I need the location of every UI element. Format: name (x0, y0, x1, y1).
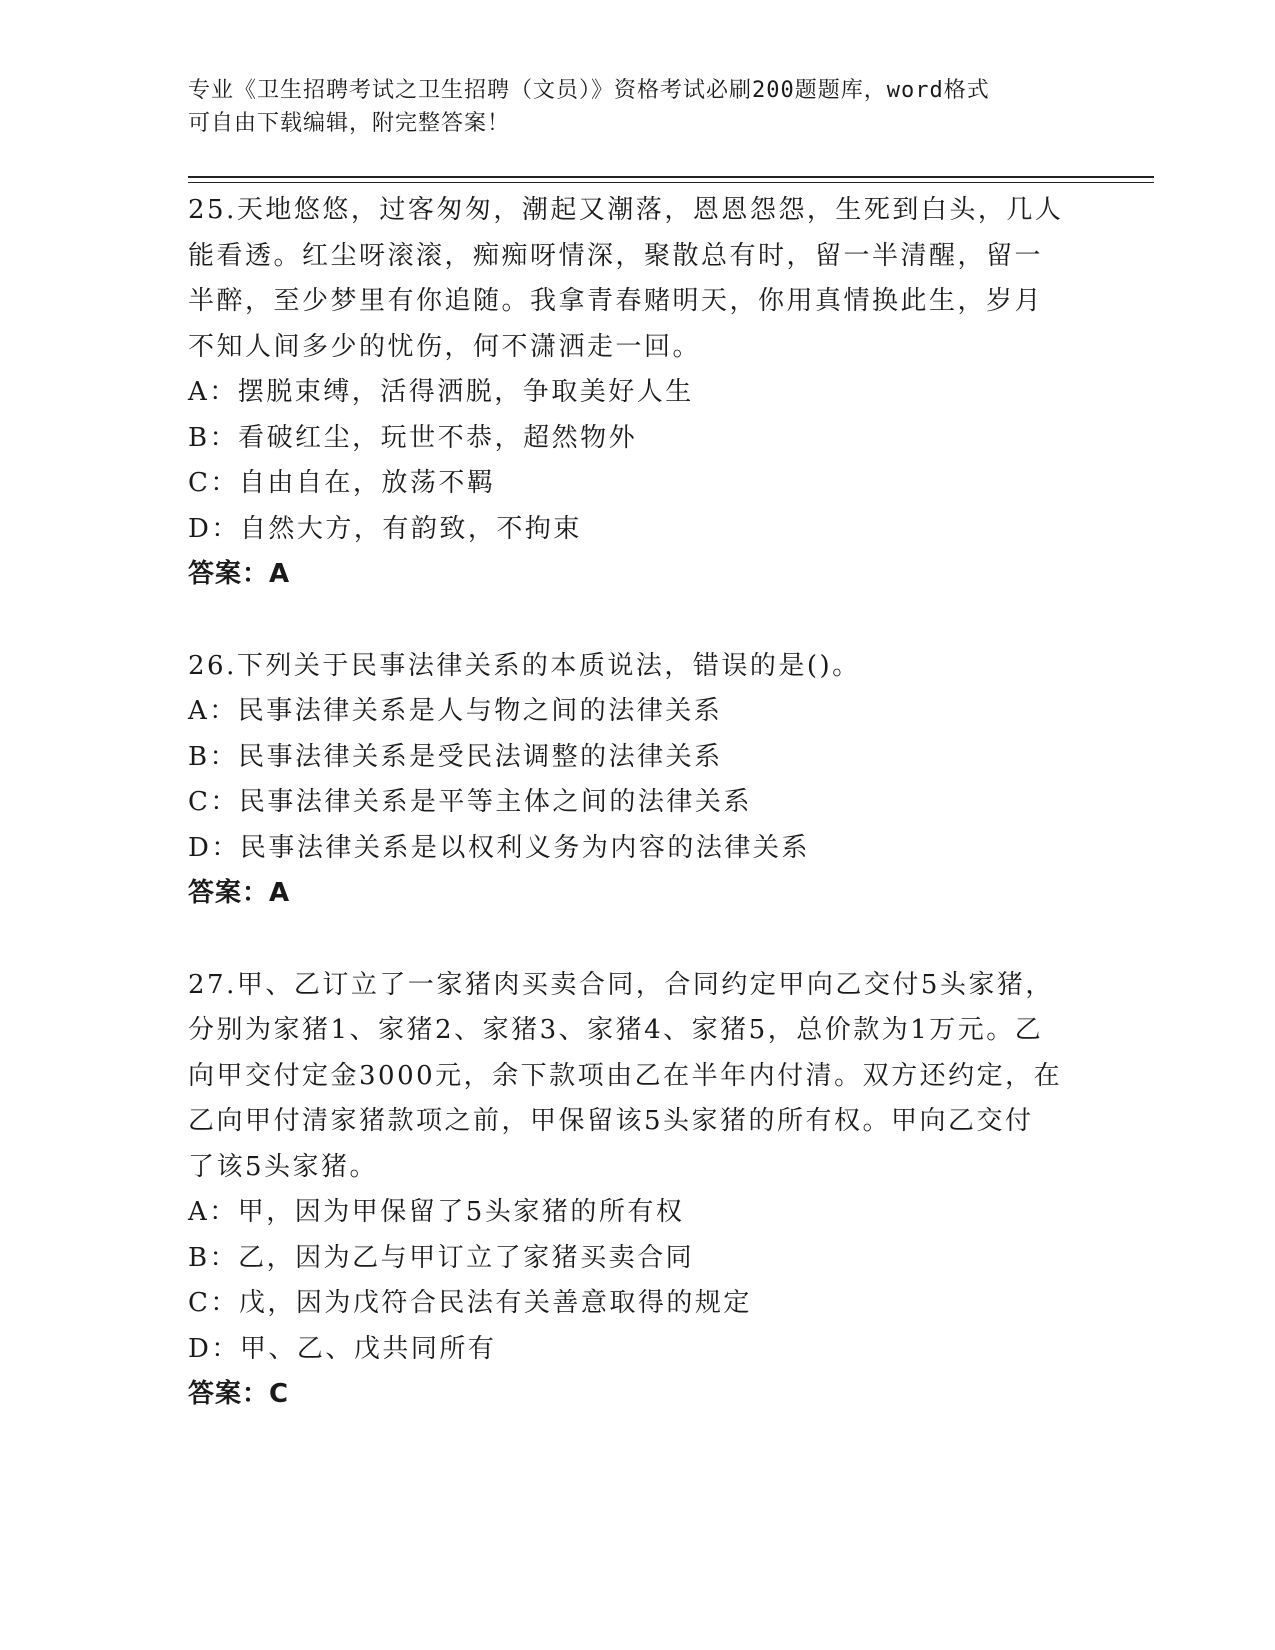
question-stem-line: 能看透。红尘呀滚滚，痴痴呀情深，聚散总有时，留一半清醒，留一 (188, 240, 1044, 271)
header-line-2: 可自由下载编辑，附完整答案！ (188, 111, 511, 136)
header-line-1: 专业《卫生招聘考试之卫生招聘（文员）》资格考试必刷200题题库，word格式 (188, 78, 990, 103)
header-divider-thin (188, 182, 1154, 183)
question-25 (188, 188, 1088, 598)
document-header (188, 74, 1088, 140)
option-a: A：甲，因为甲保留了5头家猪的所有权 (188, 1197, 685, 1227)
option-c: C：戊，因为戊符合民法有关善意取得的规定 (188, 1288, 752, 1318)
question-26 (188, 644, 1088, 917)
option-a: A：摆脱束缚，活得洒脱，争取美好人生 (188, 377, 694, 407)
option-d: D：自然大方，有韵致，不拘束 (188, 513, 582, 544)
question-27 (188, 963, 1088, 1418)
header-divider-thick (188, 176, 1154, 178)
question-stem-line: 了该5头家猪。 (188, 1151, 379, 1182)
answer-label: 答案：A (188, 559, 291, 589)
question-stem-line: 半醉，至少梦里有你追随。我拿青春赌明天，你用真情换此生，岁月 (188, 286, 1044, 316)
option-b: B：民事法律关系是受民法调整的法律关系 (188, 741, 723, 772)
option-b: B：乙，因为乙与甲订立了家猪买卖合同 (188, 1242, 695, 1273)
answer-label: 答案：A (188, 878, 291, 908)
question-stem-line: 不知人间多少的忧伤，何不潇洒走一回。 (188, 331, 702, 362)
option-b: B：看破红尘，玩世不恭，超然物外 (188, 422, 638, 453)
question-list (188, 188, 1088, 1464)
question-stem-line: 分别为家猪1、家猪2、家猪3、家猪4、家猪5，总价款为1万元。乙 (188, 1015, 1044, 1045)
answer-label: 答案：C (188, 1379, 290, 1409)
question-stem-line: 26.下列关于民事法律关系的本质说法，错误的是()。 (188, 650, 861, 681)
option-a: A：民事法律关系是人与物之间的法律关系 (188, 696, 723, 726)
option-c: C：民事法律关系是平等主体之间的法律关系 (188, 787, 752, 817)
option-d: D：民事法律关系是以权利义务为内容的法律关系 (188, 832, 810, 863)
option-c: C：自由自在，放荡不羁 (188, 468, 496, 498)
question-stem-line: 27.甲、乙订立了一家猪肉买卖合同，合同约定甲向乙交付5头家猪， (188, 969, 1054, 1000)
question-stem-line: 向甲交付定金3000元，余下款项由乙在半年内付清。双方还约定，在 (188, 1060, 1063, 1091)
question-stem-line: 25.天地悠悠，过客匆匆，潮起又潮落，恩恩怨怨，生死到白头，几人 (188, 195, 1064, 225)
question-stem-line: 乙向甲付清家猪款项之前，甲保留该5头家猪的所有权。甲向乙交付 (188, 1106, 1034, 1136)
option-d: D：甲、乙、戊共同所有 (188, 1333, 497, 1364)
